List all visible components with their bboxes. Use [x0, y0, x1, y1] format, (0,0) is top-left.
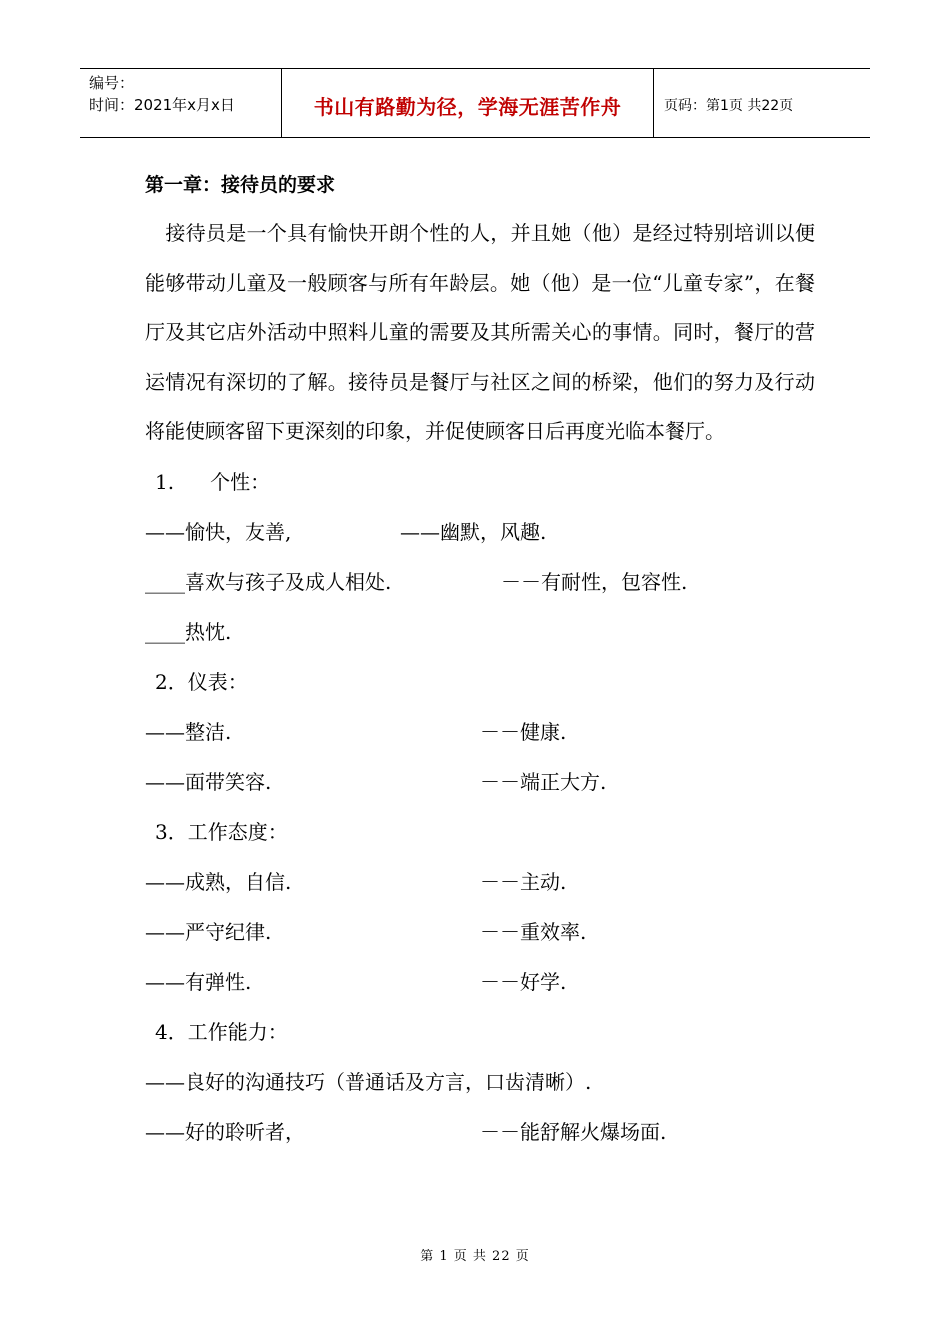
header-motto: 书山有路勤为径，学海无涯苦作舟 [313, 94, 622, 119]
chapter-intro-paragraph [145, 209, 815, 457]
trait-item: －－主动. [480, 869, 567, 894]
chapter-title: 第一章：接待员的要求 [145, 174, 336, 196]
list-item [145, 1107, 815, 1157]
header-page-label: 页码：第1页 共22页 [664, 98, 794, 114]
trait-item: －－好学. [480, 969, 567, 994]
section-personality-heading [145, 457, 815, 507]
trait-item: ——有弹性. [145, 969, 252, 994]
header-meta-cell [80, 69, 282, 137]
trait-item: ——成熟，自信. [145, 869, 292, 894]
section-title: 个性： [210, 469, 271, 494]
trait-item: －－重效率. [480, 919, 587, 944]
list-item [145, 857, 815, 907]
trait-item: ——整洁. [145, 719, 232, 744]
section-attitude-heading: 3．工作态度： [155, 819, 288, 844]
section-ability-heading: 4．工作能力： [155, 1019, 288, 1044]
trait-item: ____喜欢与孩子及成人相处. [145, 569, 392, 594]
header-page-cell [654, 69, 870, 137]
trait-item: ——好的聆听者， [145, 1119, 305, 1144]
trait-item: －－健康. [480, 719, 567, 744]
list-item [145, 557, 815, 607]
section-number: 1. [155, 469, 175, 494]
trait-item: ____热忱. [145, 619, 232, 644]
list-item [145, 1057, 815, 1107]
document-body [145, 165, 815, 1157]
trait-item: ——良好的沟通技巧（普通话及方言，口齿清晰）. [145, 1069, 592, 1094]
chapter-intro-text: 接待员是一个具有愉快开朗个性的人，并且她（他）是经过特别培训以便能够带动儿童及一般顾客与所有年龄层。她（他）是一位“儿童专家”，在餐厅及其它店外活动中照料儿童的需要及其所需关心的事情。同时，餐厅的营运情况有深切的了解。接待员是餐厅与社区之间的桥梁，他们的努力及行动将能使顾客留下更深刻的印象，并促使顾客日后再度光临本餐厅。 [145, 221, 815, 443]
section-appearance-heading: 2．仪表： [155, 669, 248, 694]
header-number-label: 编号： [89, 74, 135, 92]
list-item [145, 757, 815, 807]
trait-item: －－端正大方. [480, 769, 607, 794]
list-item [145, 707, 815, 757]
trait-item: ——愉快，友善, [145, 519, 292, 544]
trait-item: －－有耐性，包容性. [501, 569, 688, 594]
page-footer: 第 1 页 共 22 页 [420, 1249, 530, 1264]
trait-item: ——面带笑容. [145, 769, 272, 794]
header-date-label: 时间：2021年x月x日 [89, 96, 235, 114]
list-item [145, 607, 815, 657]
list-item [145, 957, 815, 1007]
trait-item: ——严守纪律. [145, 919, 272, 944]
list-item [145, 507, 815, 557]
list-item [145, 907, 815, 957]
header-motto-cell [282, 69, 654, 137]
document-header [80, 68, 870, 138]
trait-item: －－能舒解火爆场面. [480, 1119, 667, 1144]
trait-item: ——幽默，风趣. [400, 519, 547, 544]
